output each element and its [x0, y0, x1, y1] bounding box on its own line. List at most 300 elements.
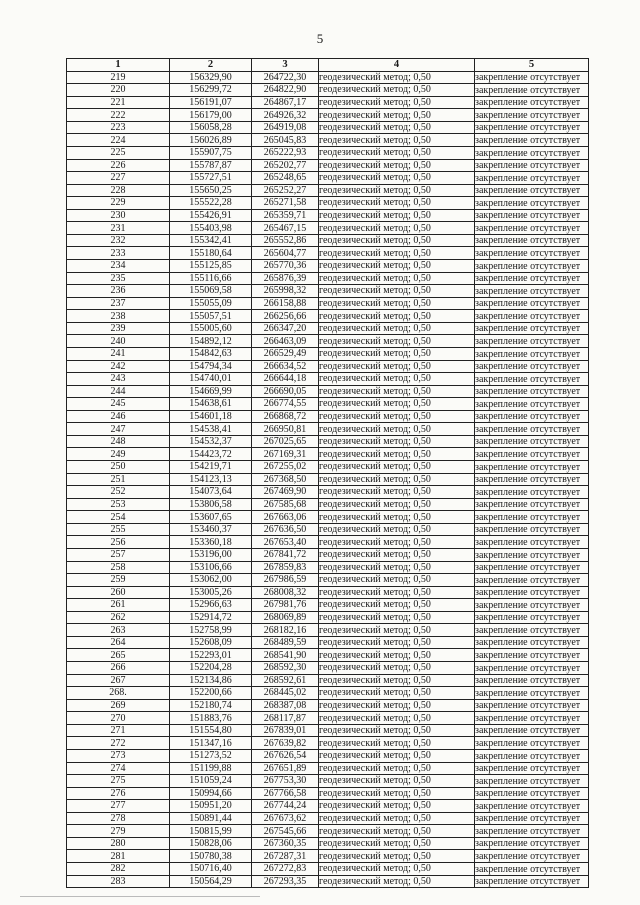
cell-y-coordinate: 265252,27	[252, 184, 319, 197]
cell-method: геодезический метод; 0,50	[319, 159, 475, 172]
cell-y-coordinate: 267368,50	[252, 473, 319, 486]
cell-y-coordinate: 267839,01	[252, 724, 319, 737]
cell-point-number: 221	[67, 96, 170, 109]
cell-y-coordinate: 267653,40	[252, 536, 319, 549]
cell-y-coordinate: 266644,18	[252, 373, 319, 386]
cell-x-coordinate: 156058,28	[170, 121, 252, 134]
cell-y-coordinate: 266347,20	[252, 322, 319, 335]
cell-fixing: закрепление отсутствует	[475, 574, 589, 587]
cell-point-number: 237	[67, 297, 170, 310]
cell-method: геодезический метод; 0,50	[319, 272, 475, 285]
cell-fixing: закрепление отсутствует	[475, 611, 589, 624]
cell-x-coordinate: 154601,18	[170, 410, 252, 423]
cell-method: геодезический метод; 0,50	[319, 586, 475, 599]
cell-fixing: закрепление отсутствует	[475, 410, 589, 423]
page-number: 5	[316, 31, 324, 46]
cell-point-number: 232	[67, 234, 170, 247]
cell-x-coordinate: 155180,64	[170, 247, 252, 260]
cell-point-number: 259	[67, 574, 170, 587]
cell-point-number: 263	[67, 624, 170, 637]
cell-y-coordinate: 264867,17	[252, 96, 319, 109]
cell-fixing: закрепление отсутствует	[475, 699, 589, 712]
cell-point-number: 269	[67, 699, 170, 712]
cell-fixing: закрепление отсутствует	[475, 146, 589, 159]
cell-method: геодезический метод; 0,50	[319, 837, 475, 850]
cell-point-number: 224	[67, 134, 170, 147]
cell-fixing: закрепление отсутствует	[475, 863, 589, 876]
cell-x-coordinate: 154669,99	[170, 385, 252, 398]
cell-fixing: закрепление отсутствует	[475, 586, 589, 599]
cell-x-coordinate: 155125,85	[170, 260, 252, 273]
cell-x-coordinate: 155522,28	[170, 197, 252, 210]
table-row	[67, 222, 589, 235]
cell-fixing: закрепление отсутствует	[475, 385, 589, 398]
cell-y-coordinate: 267859,83	[252, 561, 319, 574]
cell-y-coordinate: 267651,89	[252, 762, 319, 775]
cell-y-coordinate: 267287,31	[252, 850, 319, 863]
cell-x-coordinate: 154219,71	[170, 461, 252, 474]
cell-y-coordinate: 268592,30	[252, 662, 319, 675]
cell-fixing: закрепление отсутствует	[475, 473, 589, 486]
cell-method: геодезический метод; 0,50	[319, 548, 475, 561]
table-row	[67, 146, 589, 159]
cell-fixing: закрепление отсутствует	[475, 762, 589, 775]
cell-point-number: 264	[67, 636, 170, 649]
cell-x-coordinate: 156026,89	[170, 134, 252, 147]
cell-x-coordinate: 152914,72	[170, 611, 252, 624]
cell-method: геодезический метод; 0,50	[319, 699, 475, 712]
cell-fixing: закрепление отсутствует	[475, 109, 589, 122]
table-row	[67, 749, 589, 762]
cell-y-coordinate: 266868,72	[252, 410, 319, 423]
cell-method: геодезический метод; 0,50	[319, 247, 475, 260]
cell-point-number: 243	[67, 373, 170, 386]
table-row	[67, 172, 589, 185]
cell-fixing: закрепление отсутствует	[475, 423, 589, 436]
cell-fixing: закрепление отсутствует	[475, 172, 589, 185]
cell-x-coordinate: 154532,37	[170, 435, 252, 448]
cell-x-coordinate: 155787,87	[170, 159, 252, 172]
cell-point-number: 238	[67, 310, 170, 323]
cell-method: геодезический метод; 0,50	[319, 875, 475, 888]
cell-method: геодезический метод; 0,50	[319, 71, 475, 84]
cell-point-number: 262	[67, 611, 170, 624]
cell-x-coordinate: 153607,65	[170, 511, 252, 524]
cell-method: геодезический метод; 0,50	[319, 347, 475, 360]
table-row	[67, 825, 589, 838]
cell-fixing: закрепление отсутствует	[475, 548, 589, 561]
cell-x-coordinate: 152608,09	[170, 636, 252, 649]
cell-x-coordinate: 154123,13	[170, 473, 252, 486]
cell-point-number: 270	[67, 712, 170, 725]
table-row	[67, 511, 589, 524]
cell-y-coordinate: 265202,77	[252, 159, 319, 172]
cell-fixing: закрепление отсутствует	[475, 599, 589, 612]
cell-y-coordinate: 265998,32	[252, 285, 319, 298]
cell-point-number: 250	[67, 461, 170, 474]
cell-point-number: 255	[67, 523, 170, 536]
cell-y-coordinate: 266256,66	[252, 310, 319, 323]
table-row	[67, 260, 589, 273]
cell-fixing: закрепление отсутствует	[475, 800, 589, 813]
cell-method: геодезический метод; 0,50	[319, 724, 475, 737]
cell-method: геодезический метод; 0,50	[319, 611, 475, 624]
cell-fixing: закрепление отсутствует	[475, 234, 589, 247]
cell-method: геодезический метод; 0,50	[319, 674, 475, 687]
cell-y-coordinate: 264919,08	[252, 121, 319, 134]
cell-fixing: закрепление отсутствует	[475, 812, 589, 825]
cell-fixing: закрепление отсутствует	[475, 875, 589, 888]
cell-x-coordinate: 152204,28	[170, 662, 252, 675]
cell-point-number: 229	[67, 197, 170, 210]
table-row	[67, 523, 589, 536]
cell-y-coordinate: 267585,68	[252, 498, 319, 511]
cell-point-number: 245	[67, 398, 170, 411]
cell-method: геодезический метод; 0,50	[319, 787, 475, 800]
cell-x-coordinate: 151347,16	[170, 737, 252, 750]
cell-point-number: 278	[67, 812, 170, 825]
cell-x-coordinate: 154073,64	[170, 486, 252, 499]
column-header-point-number: 1	[67, 59, 170, 72]
cell-x-coordinate: 156191,07	[170, 96, 252, 109]
cell-y-coordinate: 266634,52	[252, 360, 319, 373]
cell-x-coordinate: 156329,90	[170, 71, 252, 84]
table-row	[67, 599, 589, 612]
cell-fixing: закрепление отсутствует	[475, 712, 589, 725]
table-row	[67, 385, 589, 398]
cell-fixing: закрепление отсутствует	[475, 636, 589, 649]
cell-point-number: 246	[67, 410, 170, 423]
cell-method: геодезический метод; 0,50	[319, 373, 475, 386]
table-row	[67, 548, 589, 561]
cell-y-coordinate: 265552,86	[252, 234, 319, 247]
cell-method: геодезический метод; 0,50	[319, 448, 475, 461]
cell-fixing: закрепление отсутствует	[475, 310, 589, 323]
cell-method: геодезический метод; 0,50	[319, 737, 475, 750]
cell-y-coordinate: 266158,88	[252, 297, 319, 310]
cell-y-coordinate: 268541,90	[252, 649, 319, 662]
cell-method: геодезический метод; 0,50	[319, 435, 475, 448]
cell-x-coordinate: 150716,40	[170, 863, 252, 876]
cell-point-number: 230	[67, 209, 170, 222]
cell-x-coordinate: 153062,00	[170, 574, 252, 587]
cell-fixing: закрепление отсутствует	[475, 96, 589, 109]
cell-method: геодезический метод; 0,50	[319, 335, 475, 348]
cell-y-coordinate: 266690,05	[252, 385, 319, 398]
cell-x-coordinate: 155069,58	[170, 285, 252, 298]
cell-point-number: 240	[67, 335, 170, 348]
table-row	[67, 674, 589, 687]
cell-y-coordinate: 265271,58	[252, 197, 319, 210]
cell-method: геодезический метод; 0,50	[319, 561, 475, 574]
cell-point-number: 273	[67, 749, 170, 762]
cell-x-coordinate: 153806,58	[170, 498, 252, 511]
cell-point-number: 251	[67, 473, 170, 486]
cell-x-coordinate: 156179,00	[170, 109, 252, 122]
cell-y-coordinate: 268387,08	[252, 699, 319, 712]
cell-point-number: 282	[67, 863, 170, 876]
cell-y-coordinate: 265876,39	[252, 272, 319, 285]
cell-x-coordinate: 155057,51	[170, 310, 252, 323]
cell-x-coordinate: 151554,80	[170, 724, 252, 737]
cell-point-number: 241	[67, 347, 170, 360]
cell-point-number: 235	[67, 272, 170, 285]
table-row	[67, 486, 589, 499]
cell-point-number: 271	[67, 724, 170, 737]
column-header-method: 4	[319, 59, 475, 72]
table-row	[67, 322, 589, 335]
cell-y-coordinate: 264822,90	[252, 84, 319, 97]
cell-x-coordinate: 154638,61	[170, 398, 252, 411]
footer-rule	[20, 896, 260, 897]
cell-method: геодезический метод; 0,50	[319, 234, 475, 247]
cell-fixing: закрепление отсутствует	[475, 498, 589, 511]
cell-point-number: 276	[67, 787, 170, 800]
cell-fixing: закрепление отсутствует	[475, 222, 589, 235]
cell-method: геодезический метод; 0,50	[319, 687, 475, 700]
cell-x-coordinate: 150780,38	[170, 850, 252, 863]
cell-fixing: закрепление отсутствует	[475, 435, 589, 448]
cell-x-coordinate: 156299,72	[170, 84, 252, 97]
table-row	[67, 134, 589, 147]
cell-y-coordinate: 267636,50	[252, 523, 319, 536]
cell-y-coordinate: 267545,66	[252, 825, 319, 838]
cell-x-coordinate: 152293,01	[170, 649, 252, 662]
cell-fixing: закрепление отсутствует	[475, 184, 589, 197]
cell-x-coordinate: 155907,75	[170, 146, 252, 159]
cell-fixing: закрепление отсутствует	[475, 461, 589, 474]
table-row	[67, 473, 589, 486]
table-row	[67, 561, 589, 574]
cell-point-number: 228	[67, 184, 170, 197]
cell-fixing: закрепление отсутствует	[475, 662, 589, 675]
cell-method: геодезический метод; 0,50	[319, 121, 475, 134]
table-row	[67, 724, 589, 737]
cell-method: геодезический метод; 0,50	[319, 850, 475, 863]
cell-method: геодезический метод; 0,50	[319, 172, 475, 185]
cell-y-coordinate: 267981,76	[252, 599, 319, 612]
cell-fixing: закрепление отсутствует	[475, 134, 589, 147]
cell-fixing: закрепление отсутствует	[475, 398, 589, 411]
cell-x-coordinate: 155403,98	[170, 222, 252, 235]
cell-fixing: закрепление отсутствует	[475, 724, 589, 737]
cell-method: геодезический метод; 0,50	[319, 146, 475, 159]
cell-point-number: 266	[67, 662, 170, 675]
cell-point-number: 219	[67, 71, 170, 84]
column-header-x-coordinate: 2	[170, 59, 252, 72]
cell-fixing: закрепление отсутствует	[475, 486, 589, 499]
cell-fixing: закрепление отсутствует	[475, 347, 589, 360]
table-row	[67, 435, 589, 448]
cell-method: геодезический метод; 0,50	[319, 800, 475, 813]
cell-x-coordinate: 150891,44	[170, 812, 252, 825]
column-header-y-coordinate: 3	[252, 59, 319, 72]
cell-y-coordinate: 266950,81	[252, 423, 319, 436]
table-row	[67, 837, 589, 850]
cell-y-coordinate: 267360,35	[252, 837, 319, 850]
cell-fixing: закрепление отсутствует	[475, 837, 589, 850]
cell-method: геодезический метод; 0,50	[319, 749, 475, 762]
cell-point-number: 272	[67, 737, 170, 750]
cell-y-coordinate: 267673,62	[252, 812, 319, 825]
cell-point-number: 227	[67, 172, 170, 185]
cell-y-coordinate: 267841,72	[252, 548, 319, 561]
cell-fixing: закрепление отсутствует	[475, 825, 589, 838]
cell-x-coordinate: 151883,76	[170, 712, 252, 725]
cell-x-coordinate: 152134,86	[170, 674, 252, 687]
cell-point-number: 279	[67, 825, 170, 838]
cell-point-number: 248	[67, 435, 170, 448]
table-row	[67, 285, 589, 298]
table-row	[67, 687, 589, 700]
cell-y-coordinate: 268069,89	[252, 611, 319, 624]
table-row	[67, 586, 589, 599]
table-row	[67, 159, 589, 172]
cell-x-coordinate: 150828,06	[170, 837, 252, 850]
table-row	[67, 423, 589, 436]
table-row	[67, 649, 589, 662]
cell-method: геодезический метод; 0,50	[319, 775, 475, 788]
cell-y-coordinate: 268445,02	[252, 687, 319, 700]
cell-point-number: 268.	[67, 687, 170, 700]
cell-y-coordinate: 268489,59	[252, 636, 319, 649]
cell-method: геодезический метод; 0,50	[319, 712, 475, 725]
cell-fixing: закрепление отсутствует	[475, 247, 589, 260]
cell-point-number: 274	[67, 762, 170, 775]
cell-method: геодезический метод; 0,50	[319, 184, 475, 197]
table-row	[67, 850, 589, 863]
table-row	[67, 109, 589, 122]
table-row	[67, 272, 589, 285]
cell-point-number: 252	[67, 486, 170, 499]
cell-fixing: закрепление отсутствует	[475, 511, 589, 524]
cell-y-coordinate: 265045,83	[252, 134, 319, 147]
cell-x-coordinate: 153360,18	[170, 536, 252, 549]
coordinates-table	[66, 58, 589, 888]
cell-fixing: закрепление отсутствует	[475, 84, 589, 97]
cell-y-coordinate: 267626,54	[252, 749, 319, 762]
cell-method: геодезический метод; 0,50	[319, 574, 475, 587]
cell-fixing: закрепление отсутствует	[475, 209, 589, 222]
cell-y-coordinate: 267639,82	[252, 737, 319, 750]
cell-method: геодезический метод; 0,50	[319, 649, 475, 662]
cell-method: геодезический метод; 0,50	[319, 360, 475, 373]
table-row	[67, 297, 589, 310]
cell-method: геодезический метод; 0,50	[319, 209, 475, 222]
cell-point-number: 233	[67, 247, 170, 260]
cell-y-coordinate: 266774,55	[252, 398, 319, 411]
table-row	[67, 410, 589, 423]
cell-method: геодезический метод; 0,50	[319, 84, 475, 97]
cell-method: геодезический метод; 0,50	[319, 285, 475, 298]
table-row	[67, 624, 589, 637]
table-row	[67, 574, 589, 587]
cell-y-coordinate: 267293,35	[252, 875, 319, 888]
cell-x-coordinate: 154423,72	[170, 448, 252, 461]
cell-y-coordinate: 268592,61	[252, 674, 319, 687]
cell-fixing: закрепление отсутствует	[475, 272, 589, 285]
cell-x-coordinate: 151199,88	[170, 762, 252, 775]
cell-point-number: 239	[67, 322, 170, 335]
cell-fixing: закрепление отсутствует	[475, 448, 589, 461]
cell-fixing: закрепление отсутствует	[475, 297, 589, 310]
cell-fixing: закрепление отсутствует	[475, 649, 589, 662]
cell-point-number: 225	[67, 146, 170, 159]
cell-method: геодезический метод; 0,50	[319, 523, 475, 536]
cell-method: геодезический метод; 0,50	[319, 636, 475, 649]
cell-point-number: 265	[67, 649, 170, 662]
cell-method: геодезический метод; 0,50	[319, 96, 475, 109]
cell-method: геодезический метод; 0,50	[319, 310, 475, 323]
table-row	[67, 875, 589, 888]
cell-fixing: закрепление отсутствует	[475, 775, 589, 788]
cell-fixing: закрепление отсутствует	[475, 749, 589, 762]
cell-x-coordinate: 152180,74	[170, 699, 252, 712]
cell-point-number: 277	[67, 800, 170, 813]
cell-y-coordinate: 265248,65	[252, 172, 319, 185]
cell-point-number: 253	[67, 498, 170, 511]
cell-y-coordinate: 267255,02	[252, 461, 319, 474]
cell-x-coordinate: 152758,99	[170, 624, 252, 637]
cell-method: геодезический метод; 0,50	[319, 385, 475, 398]
cell-point-number: 220	[67, 84, 170, 97]
table-row	[67, 712, 589, 725]
cell-method: геодезический метод; 0,50	[319, 134, 475, 147]
table-row	[67, 863, 589, 876]
cell-x-coordinate: 153005,26	[170, 586, 252, 599]
cell-x-coordinate: 150815,99	[170, 825, 252, 838]
cell-y-coordinate: 267744,24	[252, 800, 319, 813]
cell-x-coordinate: 153196,00	[170, 548, 252, 561]
cell-point-number: 234	[67, 260, 170, 273]
table-row	[67, 96, 589, 109]
cell-y-coordinate: 264722,30	[252, 71, 319, 84]
cell-y-coordinate: 266463,09	[252, 335, 319, 348]
table-row	[67, 310, 589, 323]
cell-y-coordinate: 267272,83	[252, 863, 319, 876]
table-row	[67, 373, 589, 386]
cell-y-coordinate: 265222,93	[252, 146, 319, 159]
cell-point-number: 260	[67, 586, 170, 599]
cell-method: геодезический метод; 0,50	[319, 260, 475, 273]
table-row	[67, 699, 589, 712]
cell-point-number: 247	[67, 423, 170, 436]
table-row	[67, 234, 589, 247]
table-row	[67, 71, 589, 84]
cell-point-number: 226	[67, 159, 170, 172]
cell-x-coordinate: 153460,37	[170, 523, 252, 536]
table-row	[67, 448, 589, 461]
cell-y-coordinate: 265770,36	[252, 260, 319, 273]
cell-fixing: закрепление отсутствует	[475, 536, 589, 549]
table-row	[67, 360, 589, 373]
cell-x-coordinate: 150994,66	[170, 787, 252, 800]
cell-method: геодезический метод; 0,50	[319, 197, 475, 210]
cell-point-number: 222	[67, 109, 170, 122]
table-row	[67, 812, 589, 825]
cell-method: геодезический метод; 0,50	[319, 410, 475, 423]
cell-point-number: 281	[67, 850, 170, 863]
cell-point-number: 257	[67, 548, 170, 561]
cell-method: геодезический метод; 0,50	[319, 536, 475, 549]
cell-y-coordinate: 267766,58	[252, 787, 319, 800]
cell-method: геодезический метод; 0,50	[319, 825, 475, 838]
cell-x-coordinate: 152966,63	[170, 599, 252, 612]
cell-method: геодезический метод; 0,50	[319, 624, 475, 637]
cell-x-coordinate: 154538,41	[170, 423, 252, 436]
cell-method: геодезический метод; 0,50	[319, 662, 475, 675]
cell-method: геодезический метод; 0,50	[319, 498, 475, 511]
